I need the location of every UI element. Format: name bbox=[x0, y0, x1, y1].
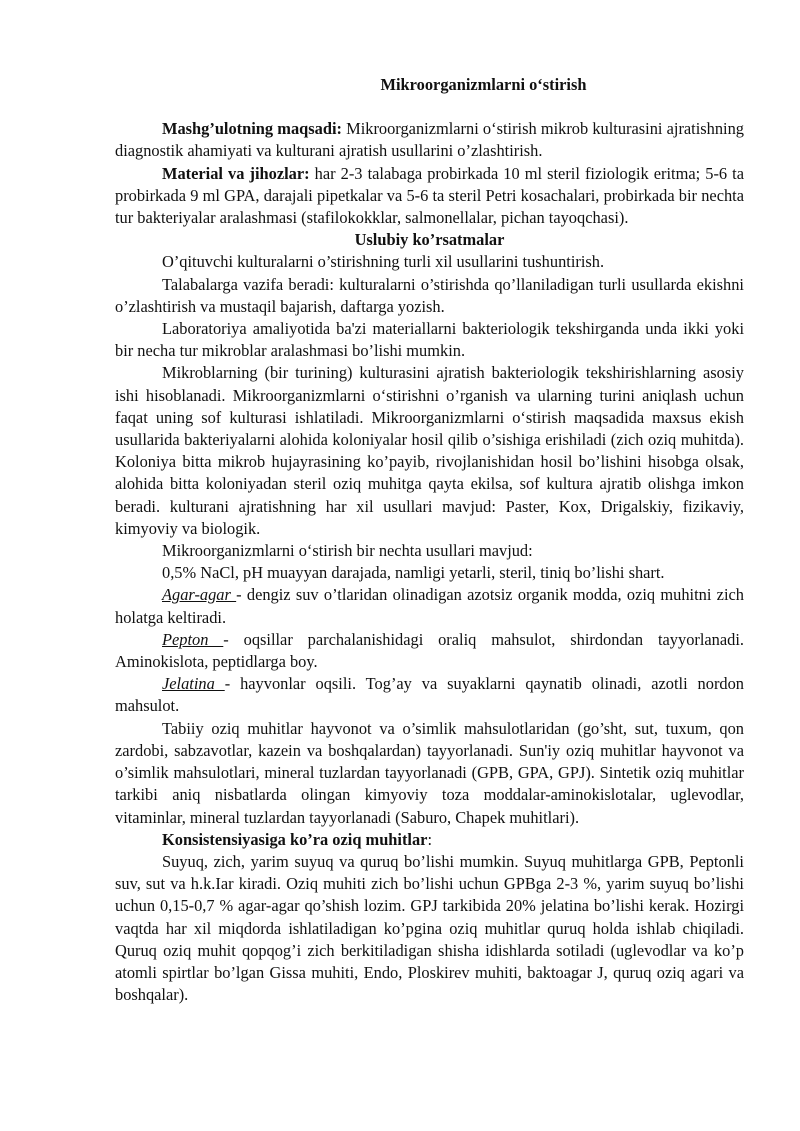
paragraph-consistency-heading bbox=[115, 829, 744, 851]
term-jelatina: Jelatina bbox=[162, 674, 225, 694]
section-heading-guidelines: Uslubiy ko’rsatmalar bbox=[354, 230, 505, 250]
agar-text: - dengiz suv o’tlaridan olinadigan azotsiz organik modda, oziq muhitni zich holatga keltiradi. bbox=[115, 585, 744, 627]
heading-colon: : bbox=[427, 829, 433, 849]
paragraph-goal bbox=[115, 118, 744, 162]
section-heading-consistency: Konsistensiyasiga ko’ra oziq muhitlar bbox=[162, 829, 428, 849]
term-agar: Agar-agar bbox=[162, 585, 237, 605]
spacer bbox=[115, 96, 744, 118]
page-title: Mikroorganizmlarni o‘stirish bbox=[380, 75, 587, 94]
paragraph-materials bbox=[115, 163, 744, 230]
term-pepton: Pepton bbox=[162, 629, 224, 649]
paragraph-13: Suyuq, zich, yarim suyuq va quruq bo’lishi mumkin. Suyuq muhitlarga GPB, Peptonli suv, sut va h.k.Iar kiradi. Oziq muhiti zich bo’lishi uchun GPBga 2-3 %, yarim suyuq bo’lishi uchun 0,15-0,7 % agar-agar qo’shish lozim. GPJ tarkibida 20% jelatina bo’lishi kerak. Hozirgi vaqtda har xil miqdorda ishlatiladigan ko’pgina oziq muhitlar quruq holda ishlab chiqiladi. Quruq oziq muhit qopqog’i zich berkitiladigan shisha idishlarda sotiladi (uglevodlar va ko’p atomli spirtlar bo’lgan Gissa muhiti, Endo, Ploskirev muhiti, baktoagar J, quruq oziq agari va boshqalar). bbox=[115, 851, 744, 1005]
paragraph-3: O’qituvchi kulturalarni o’stirishning turli xil usullarini tushuntirish. bbox=[162, 252, 605, 272]
paragraph-7: Mikroorganizmlarni o‘stirish bir nechta usullari mavjud: bbox=[162, 541, 533, 561]
paragraph-5: Laboratoriya amaliyotida ba'zi materiallarni bakteriologik tekshirganda unda ikki yoki bir necha tur mikroblar aralashmasi bo’lishi mumkin. bbox=[115, 319, 744, 361]
materials-text: har 2-3 talabaga probirkada 10 ml steril fiziologik eritma; 5-6 ta probirkada 9 ml GPA, darajali pipetkalar va 5-6 ta steril Petri kosachalari, probirkada bir nechta tur bakteriyalar aralashmasi (stafilokokklar, salmonellalar, pichan tayoqchasi). bbox=[115, 163, 744, 228]
paragraph-4: Talabalarga vazifa beradi: kulturalarni o’stirishda qo’llaniladigan turli usullarda ekishni o’zlashtirish va mustaqil bajarish, daftarga yozish. bbox=[115, 274, 744, 316]
goal-label: Mashg’ulotning maqsadi: bbox=[162, 119, 342, 139]
materials-label: Material va jihozlar: bbox=[162, 163, 310, 183]
pepton-text: - oqsillar parchalanishidagi oraliq mahsulot, shirdondan tayyorlanadi. Aminokislota, peptidlarga boy. bbox=[115, 629, 744, 672]
paragraph-jelatina bbox=[115, 673, 744, 717]
jelatina-text: - hayvonlar oqsili. Tog’ay va suyaklarni qaynatib olinadi, azotli nordon mahsulot. bbox=[115, 674, 744, 716]
paragraph-8: 0,5% NaCl, pH muayyan darajada, namligi yetarli, steril, tiniq bo’lishi shart. bbox=[162, 563, 665, 583]
paragraph-pepton bbox=[115, 629, 744, 673]
goal-text: Mikroorganizmlarni o‘stirish mikrob kulturasini ajratishning diagnostik ahamiyati va kulturani ajratish usullarini o’zlashtirish. bbox=[115, 119, 744, 161]
paragraph-12: Tabiiy oziq muhitlar hayvonot va o’simlik mahsulotlaridan (go’sht, sut, tuxum, qon zardobi, sabzavotlar, kazein va boshqalardan) tayyorlanadi. Sun'iy oziq muhitlar hayvonot va o’simlik mahsulotlari, mineral tuzlardan tayyorlanadi (GPB, GPA, GPJ). Sintetik oziq muhitlar tarkibi aniq nisbatlarda olingan kimyoviy toza moddalar-aminokislotalar, uglevodlar, vitaminlar, mineral tuzlardan tayyorlanadi (Saburo, Chapek muhitlari). bbox=[115, 718, 744, 827]
paragraph-agar bbox=[115, 584, 744, 628]
paragraph-6: Mikroblarning (bir turining) kulturasini ajratish bakteriologik tekshirishlarning asosiy ishi hisoblanadi. Mikroorganizmlarni o‘stirishni o’rganish va ularning turini aniqlash uchun faqat uning sof kulturasi ishlatiladi. Mikroorganizmlarni o‘stirish maqsadida maxsus ekish usullarida bakteriyalarni alohida koloniyalar hosil qilib o’sishiga erishiladi (zich oziq muhitda). Koloniya bitta mikrob hujayrasining ko’payib, rivojlanishidan hosil bo’lishini hisobga olsak, alohida bitta koloniyadan steril oziq muhitga qayta ekilsa, sof kultura ajratib olishga imkon beradi. kulturani ajratishning har xil usullari mavjud: Paster, Kox, Drigalskiy, fizikaviy, kimyoviy va biologik. bbox=[115, 363, 744, 538]
